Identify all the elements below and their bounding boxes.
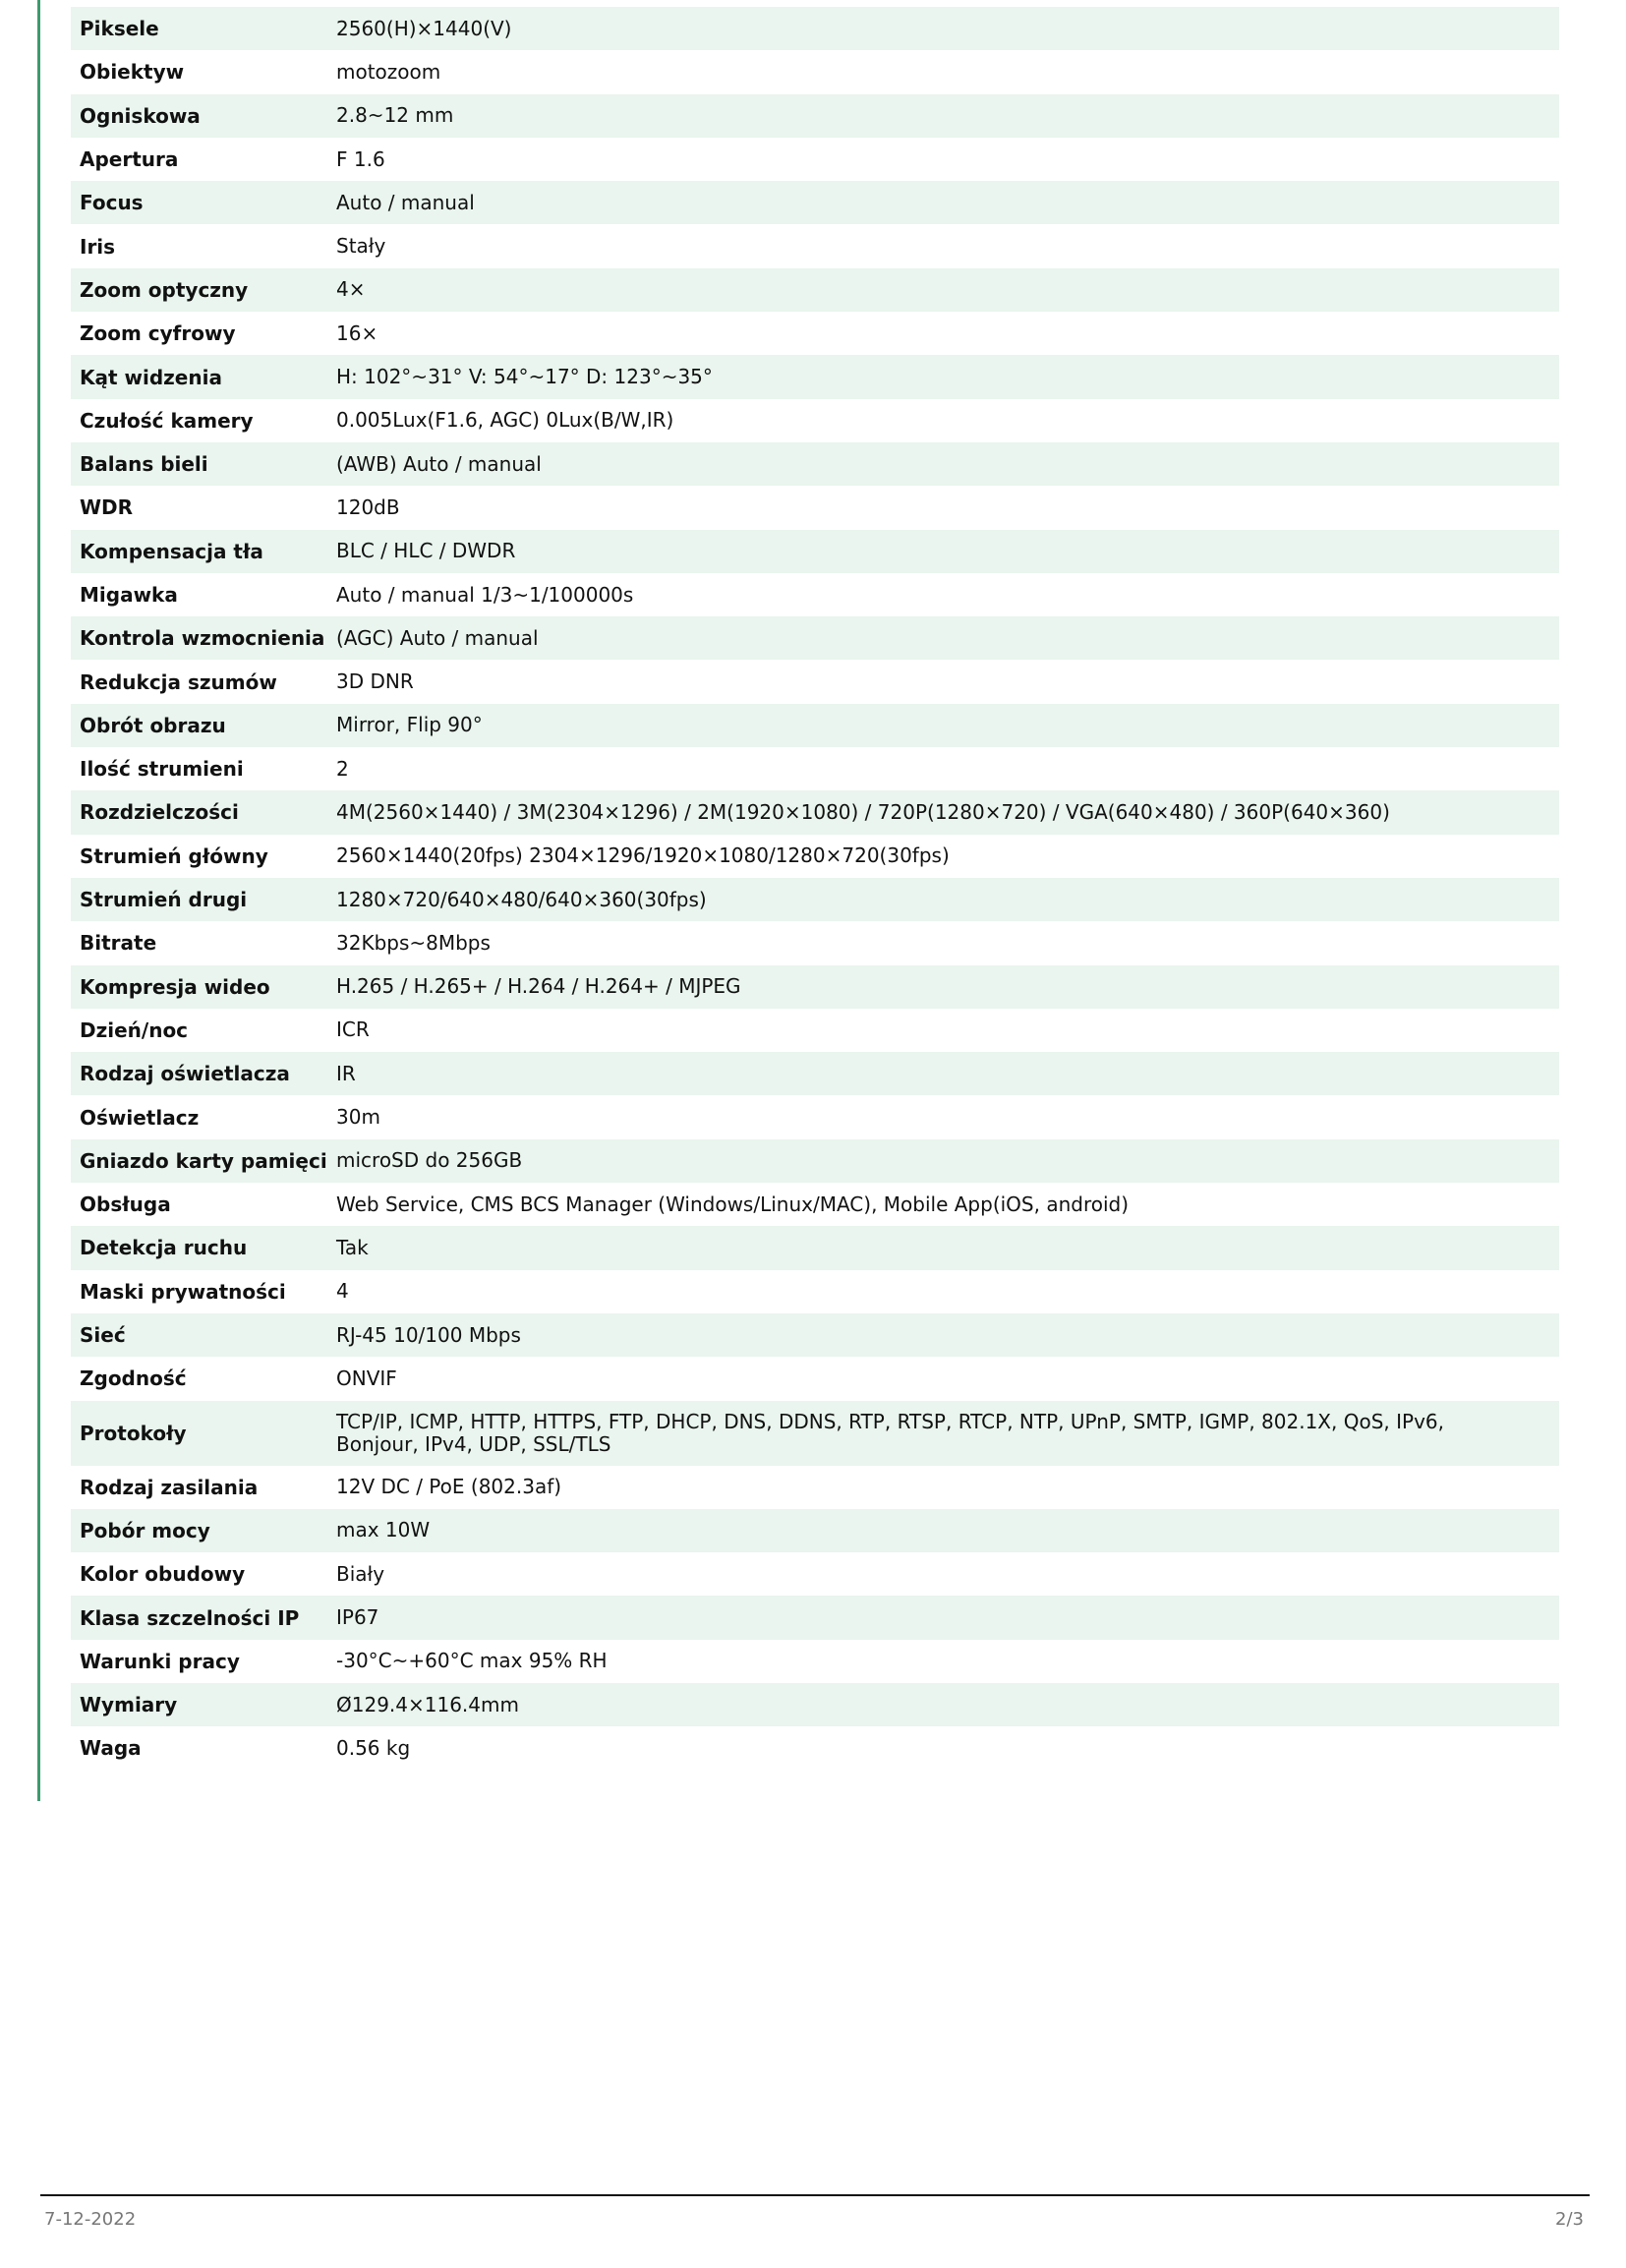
spec-label: Bitrate <box>80 931 157 956</box>
spec-value: BLC / HLC / DWDR <box>336 539 516 563</box>
spec-label: Strumień główny <box>80 843 268 868</box>
spec-row <box>71 1552 1559 1596</box>
spec-row <box>71 355 1559 398</box>
spec-label: Rodzaj zasilania <box>80 1475 259 1499</box>
spec-row <box>71 1183 1559 1226</box>
spec-row <box>71 1226 1559 1269</box>
footer-date: 7-12-2022 <box>44 2209 137 2230</box>
spec-value: 4× <box>336 277 366 302</box>
spec-value: (AWB) Auto / manual <box>336 451 542 476</box>
spec-row <box>71 50 1559 93</box>
spec-label: Maski prywatności <box>80 1279 286 1304</box>
spec-label: Zoom cyfrowy <box>80 321 236 346</box>
spec-row <box>71 442 1559 486</box>
spec-label: Warunki pracy <box>80 1649 240 1673</box>
spec-value: 4M(2560×1440) / 3M(2304×1296) / 2M(1920×1080) / 720P(1280×720) / VGA(640×480) / 360P(640×360) <box>336 799 1390 824</box>
spec-label: Balans bieli <box>80 452 208 477</box>
spec-label: Ogniskowa <box>80 103 201 128</box>
accent-bar <box>37 0 40 1801</box>
spec-label: Wymiary <box>80 1693 178 1717</box>
spec-row <box>71 1509 1559 1552</box>
spec-label: Migawka <box>80 583 178 607</box>
spec-value: Web Service, CMS BCS Manager (Windows/Linux/MAC), Mobile App(iOS, android) <box>336 1192 1130 1216</box>
spec-label: Zoom optyczny <box>80 277 249 302</box>
spec-value: Ø129.4×116.4mm <box>336 1692 519 1716</box>
spec-label: Kontrola wzmocnienia <box>80 626 325 651</box>
spec-value: motozoom <box>336 59 441 84</box>
spec-value: H.265 / H.265+ / H.264 / H.264+ / MJPEG <box>336 974 741 999</box>
spec-row <box>71 1270 1559 1313</box>
spec-value: Stały <box>336 234 386 259</box>
spec-row <box>71 399 1559 442</box>
spec-row <box>71 660 1559 703</box>
spec-value: TCP/IP, ICMP, HTTP, HTTPS, FTP, DHCP, DNS, DDNS, RTP, RTSP, RTCP, NTP, UPnP, SMTP, IGMP, 802.1X, QoS, IPv6, Bonjour, IPv4, UDP, SSL/TLS <box>336 1409 1444 1456</box>
spec-value: 120dB <box>336 494 400 519</box>
spec-label: Kolor obudowy <box>80 1562 246 1587</box>
spec-row <box>71 1596 1559 1639</box>
spec-label: WDR <box>80 495 134 520</box>
spec-label: Kąt widzenia <box>80 365 222 389</box>
spec-row <box>71 7 1559 50</box>
spec-row <box>71 1357 1559 1400</box>
spec-value: F 1.6 <box>336 146 385 171</box>
spec-label: Kompresja wideo <box>80 974 270 999</box>
spec-value: 2.8~12 mm <box>336 103 454 128</box>
spec-value: 2 <box>336 756 349 781</box>
spec-value: RJ-45 10/100 Mbps <box>336 1322 521 1347</box>
spec-value: 1280×720/640×480/640×360(30fps) <box>336 887 707 911</box>
spec-label: Protokoły <box>80 1421 187 1445</box>
spec-value: ONVIF <box>336 1366 397 1390</box>
spec-row <box>71 1726 1559 1770</box>
spec-label: Dzień/noc <box>80 1018 189 1042</box>
spec-value: Auto / manual 1/3~1/100000s <box>336 582 634 607</box>
spec-label: Kompensacja tła <box>80 539 263 563</box>
spec-value: 0.005Lux(F1.6, AGC) 0Lux(B/W,IR) <box>336 408 674 433</box>
spec-label: Oświetlacz <box>80 1105 200 1130</box>
spec-row <box>71 530 1559 573</box>
spec-label: Apertura <box>80 147 179 172</box>
spec-label: Gniazdo karty pamięci <box>80 1148 327 1173</box>
spec-row <box>71 1683 1559 1726</box>
footer-divider <box>40 2194 1590 2196</box>
spec-label: Ilość strumieni <box>80 757 244 782</box>
spec-value: ICR <box>336 1018 370 1042</box>
spec-value: microSD do 256GB <box>336 1148 523 1173</box>
spec-value: 4 <box>336 1279 349 1304</box>
spec-label: Klasa szczelności IP <box>80 1605 300 1630</box>
spec-row <box>71 268 1559 312</box>
spec-label: Sieć <box>80 1323 126 1348</box>
spec-row <box>71 921 1559 964</box>
spec-row <box>71 1095 1559 1138</box>
spec-row <box>71 138 1559 181</box>
spec-value: max 10W <box>336 1518 431 1542</box>
spec-label: Pobór mocy <box>80 1518 210 1542</box>
spec-row <box>71 486 1559 529</box>
spec-label: Iris <box>80 234 116 259</box>
spec-row <box>71 965 1559 1009</box>
spec-row <box>71 747 1559 790</box>
spec-label: Obrót obrazu <box>80 713 226 737</box>
spec-label: Obiektyw <box>80 60 185 85</box>
spec-value: Mirror, Flip 90° <box>336 713 483 737</box>
spec-value: -30°C~+60°C max 95% RH <box>336 1649 608 1673</box>
spec-row <box>71 94 1559 138</box>
spec-label: Zgodność <box>80 1367 187 1391</box>
spec-row <box>71 1640 1559 1683</box>
spec-value: 30m <box>336 1105 380 1130</box>
spec-value: 16× <box>336 320 378 345</box>
spec-value: 2560(H)×1440(V) <box>336 16 512 40</box>
spec-label: Waga <box>80 1736 142 1761</box>
spec-row <box>71 835 1559 878</box>
spec-row <box>71 1313 1559 1357</box>
spec-row <box>71 878 1559 921</box>
spec-row <box>71 704 1559 747</box>
spec-label: Piksele <box>80 17 159 41</box>
spec-label: Rozdzielczości <box>80 800 239 825</box>
spec-value: 2560×1440(20fps) 2304×1296/1920×1080/1280×720(30fps) <box>336 843 950 868</box>
spec-value: (AGC) Auto / manual <box>336 625 539 650</box>
footer-page-number: 2/3 <box>1555 2209 1584 2230</box>
spec-row <box>71 1139 1559 1183</box>
spec-label: Rodzaj oświetlacza <box>80 1062 290 1086</box>
spec-value: Biały <box>336 1561 385 1586</box>
spec-label: Detekcja ruchu <box>80 1236 248 1260</box>
spec-label: Obsługa <box>80 1192 171 1217</box>
spec-row <box>71 312 1559 355</box>
spec-row <box>71 573 1559 616</box>
spec-row <box>71 181 1559 224</box>
spec-value: 3D DNR <box>336 669 414 694</box>
spec-value: H: 102°~31° V: 54°~17° D: 123°~35° <box>336 365 713 389</box>
spec-label: Focus <box>80 191 144 215</box>
spec-label: Czułość kamery <box>80 408 254 433</box>
spec-value: IP67 <box>336 1605 379 1630</box>
spec-row <box>71 790 1559 834</box>
spec-label: Redukcja szumów <box>80 669 277 694</box>
spec-value: Auto / manual <box>336 190 475 214</box>
spec-value: 0.56 kg <box>336 1735 411 1760</box>
spec-value: IR <box>336 1061 356 1085</box>
spec-row <box>71 224 1559 267</box>
spec-value: 12V DC / PoE (802.3af) <box>336 1475 562 1499</box>
spec-table <box>71 7 1559 1771</box>
spec-value: 32Kbps~8Mbps <box>336 930 491 955</box>
spec-value: Tak <box>336 1235 369 1259</box>
spec-row <box>71 1052 1559 1095</box>
spec-row <box>71 1009 1559 1052</box>
spec-label: Strumień drugi <box>80 888 248 912</box>
spec-row <box>71 616 1559 660</box>
spec-row <box>71 1466 1559 1509</box>
spec-row <box>71 1401 1559 1466</box>
